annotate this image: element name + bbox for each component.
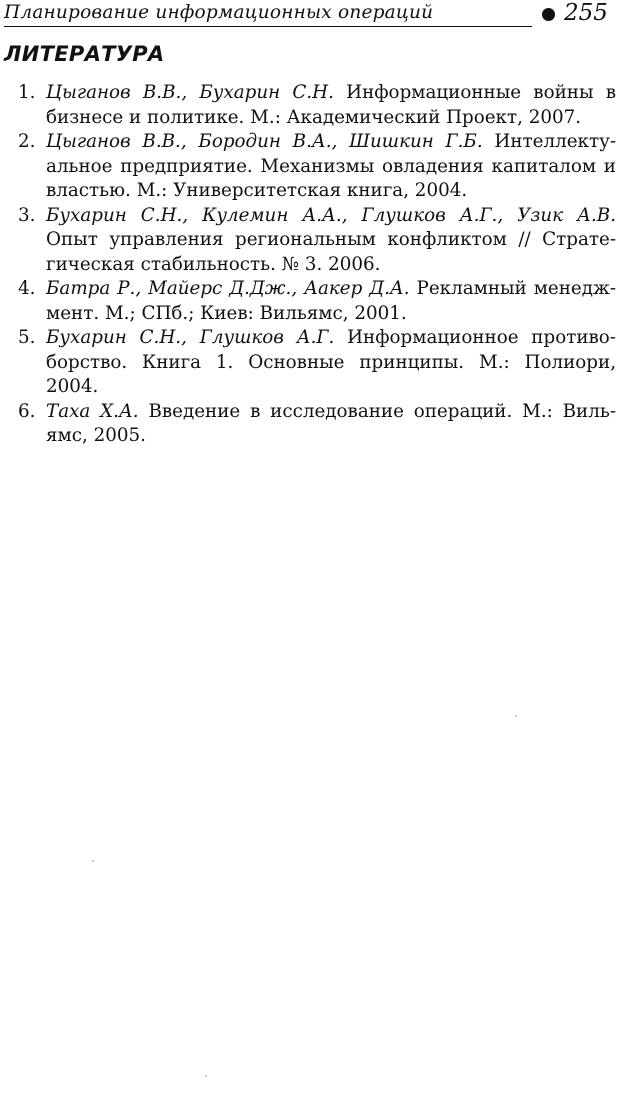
reference-text: Информационное противоборство. Книга 1. Основные принципы. М.: Полиори, 2004. xyxy=(46,327,616,397)
reference-authors: Бухарин С.Н., Глушков А.Г. xyxy=(46,327,335,348)
reference-text: Информационные войны в бизнесе и политике. М.: Академический Проект, 2007. xyxy=(46,82,616,128)
reference-authors: Бухарин С.Н., Кулемин А.А., Глушков А.Г., Узик А.В. xyxy=(46,204,616,226)
reference-authors: Батра Р., Майерс Д.Дж., Аакер Д.А. xyxy=(46,278,410,299)
reference-text: Опыт управления региональным конфликтом // Стратегическая стабильность. № 3. 2006. xyxy=(46,229,616,275)
reference-item xyxy=(0,130,620,204)
section-heading: ЛИТЕРАТУРА xyxy=(4,42,165,66)
reference-list xyxy=(0,81,620,449)
reference-text: Введение в исследование операций. М.: Вильямс, 2005. xyxy=(46,400,616,446)
running-head-title: Планирование информационных операций xyxy=(4,2,434,23)
reference-item xyxy=(0,277,620,326)
reference-number: 1. xyxy=(18,82,36,103)
scan-speck xyxy=(205,1075,207,1077)
reference-number: 2. xyxy=(18,131,36,152)
reference-authors: Цыганов В.В., Бухарин С.Н. xyxy=(46,82,334,103)
reference-authors: Таха Х.А. xyxy=(46,400,139,422)
running-head xyxy=(4,0,616,30)
reference-text: Рекламный менеджмент. М.; СПб.; Киев: Вильямс, 2001. xyxy=(46,278,617,324)
reference-item xyxy=(0,400,620,449)
reference-text: Интеллектуальное предприятие. Механизмы овладения капиталом и властью. М.: Университетская книга, 2004. xyxy=(46,131,617,201)
reference-item xyxy=(0,326,620,400)
reference-number: 5. xyxy=(18,327,36,348)
header-rule xyxy=(4,26,532,27)
reference-number: 6. xyxy=(18,400,36,422)
page-number: 255 xyxy=(564,0,608,26)
scan-speck xyxy=(515,715,517,717)
reference-authors: Цыганов В.В., Бородин В.А., Шишкин Г.Б. xyxy=(46,131,483,152)
scan-speck xyxy=(92,860,94,862)
reference-item xyxy=(0,204,620,278)
reference-number: 4. xyxy=(18,278,36,299)
reference-item xyxy=(0,81,620,130)
reference-number: 3. xyxy=(18,204,36,226)
page-number-bullet-icon xyxy=(542,8,555,21)
